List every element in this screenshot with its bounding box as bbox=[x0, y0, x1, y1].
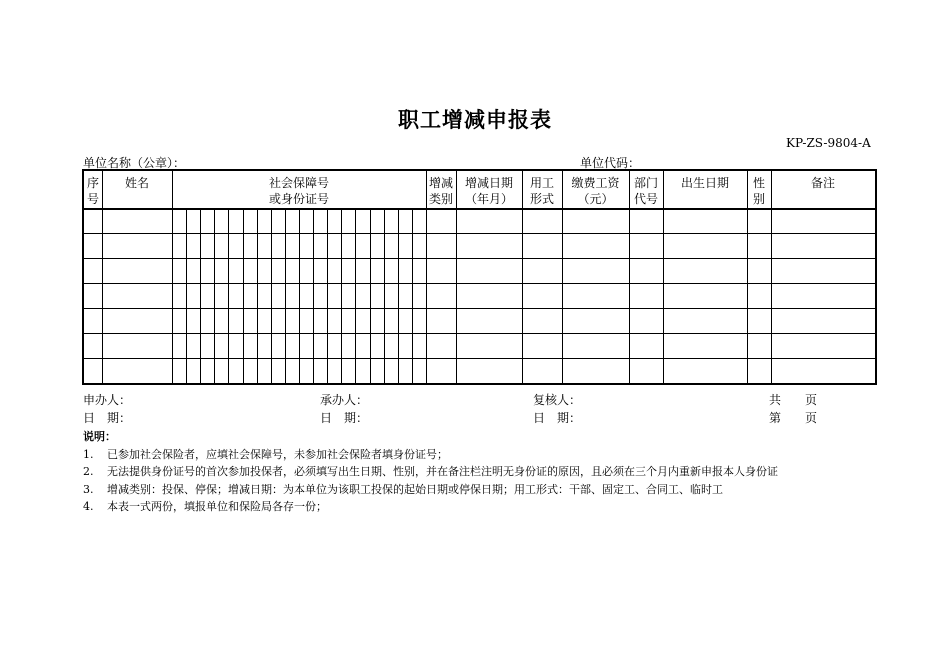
reviewer-label: 复核人： bbox=[533, 393, 582, 407]
ssn-digit-divider bbox=[398, 209, 399, 383]
unit-code-label: 单位代码： bbox=[580, 156, 641, 170]
row-divider bbox=[84, 233, 875, 234]
header-divider bbox=[84, 208, 875, 210]
ssn-digit-divider bbox=[327, 209, 328, 383]
total-pages-label: 共 页 bbox=[769, 393, 818, 407]
column-divider bbox=[562, 171, 563, 383]
header-birth-date: 出生日期 bbox=[680, 176, 729, 190]
column-divider bbox=[747, 171, 748, 383]
ssn-digit-divider bbox=[285, 209, 286, 383]
notes-heading: 说明： bbox=[83, 430, 116, 443]
header-seq: 序 号 bbox=[86, 176, 99, 206]
note-item: 3. 增减类别：投保、停保；增减日期：为本单位为该职工投保的起始日期或停保日期；用工形式：干部、固定工、合同工、临时工 bbox=[83, 483, 723, 496]
header-ssn: 社会保障号 或身份证号 bbox=[268, 176, 329, 206]
ssn-digit-divider bbox=[200, 209, 201, 383]
column-divider bbox=[629, 171, 630, 383]
ssn-digit-divider bbox=[355, 209, 356, 383]
ssn-digit-divider bbox=[299, 209, 300, 383]
row-divider bbox=[84, 333, 875, 334]
header-employment-type: 用工 形式 bbox=[529, 176, 554, 206]
ssn-digit-divider bbox=[313, 209, 314, 383]
header-dept-code: 部门 代号 bbox=[633, 176, 658, 206]
ssn-digit-divider bbox=[257, 209, 258, 383]
row-divider bbox=[84, 258, 875, 259]
ssn-digit-divider bbox=[384, 209, 385, 383]
row-divider bbox=[84, 283, 875, 284]
ssn-digit-divider bbox=[271, 209, 272, 383]
header-name: 姓名 bbox=[124, 176, 149, 190]
header-gender: 性 别 bbox=[752, 176, 765, 206]
ssn-digit-divider bbox=[228, 209, 229, 383]
page-number-label: 第 页 bbox=[769, 411, 818, 425]
header-change-type: 增减 类别 bbox=[428, 176, 453, 206]
column-divider bbox=[426, 171, 427, 383]
applicant-label: 申办人： bbox=[83, 393, 132, 407]
handler-date-label: 日 期： bbox=[320, 411, 369, 425]
column-divider bbox=[522, 171, 523, 383]
column-divider bbox=[771, 171, 772, 383]
column-divider bbox=[172, 171, 173, 383]
applicant-date-label: 日 期： bbox=[83, 411, 132, 425]
header-remarks: 备注 bbox=[810, 176, 835, 190]
column-divider bbox=[663, 171, 664, 383]
column-divider bbox=[456, 171, 457, 383]
ssn-digit-divider bbox=[186, 209, 187, 383]
ssn-digit-divider bbox=[341, 209, 342, 383]
ssn-digit-divider bbox=[214, 209, 215, 383]
row-divider bbox=[84, 358, 875, 359]
header-wage: 缴费工资 （元） bbox=[571, 176, 620, 206]
note-item: 4. 本表一式两份，填报单位和保险局各存一份； bbox=[83, 500, 327, 513]
unit-name-label: 单位名称（公章）： bbox=[83, 156, 186, 170]
form-code: KP-ZS-9804-A bbox=[786, 136, 871, 150]
note-item: 1. 已参加社会保险者，应填社会保障号，未参加社会保险者填身份证号； bbox=[83, 448, 448, 461]
header-change-date: 增减日期 （年月） bbox=[464, 176, 513, 206]
handler-label: 承办人： bbox=[320, 393, 369, 407]
ssn-digit-divider bbox=[243, 209, 244, 383]
reviewer-date-label: 日 期： bbox=[533, 411, 582, 425]
ssn-digit-divider bbox=[370, 209, 371, 383]
column-divider bbox=[102, 171, 103, 383]
note-item: 2. 无法提供身份证号的首次参加投保者，必须填写出生日期、性别，并在备注栏注明无身份证的原因，且必须在三个月内重新申报本人身份证 bbox=[83, 465, 778, 478]
form-title: 职工增减申报表 bbox=[398, 108, 552, 132]
employee-change-table bbox=[82, 169, 877, 385]
row-divider bbox=[84, 308, 875, 309]
ssn-digit-divider bbox=[412, 209, 413, 383]
